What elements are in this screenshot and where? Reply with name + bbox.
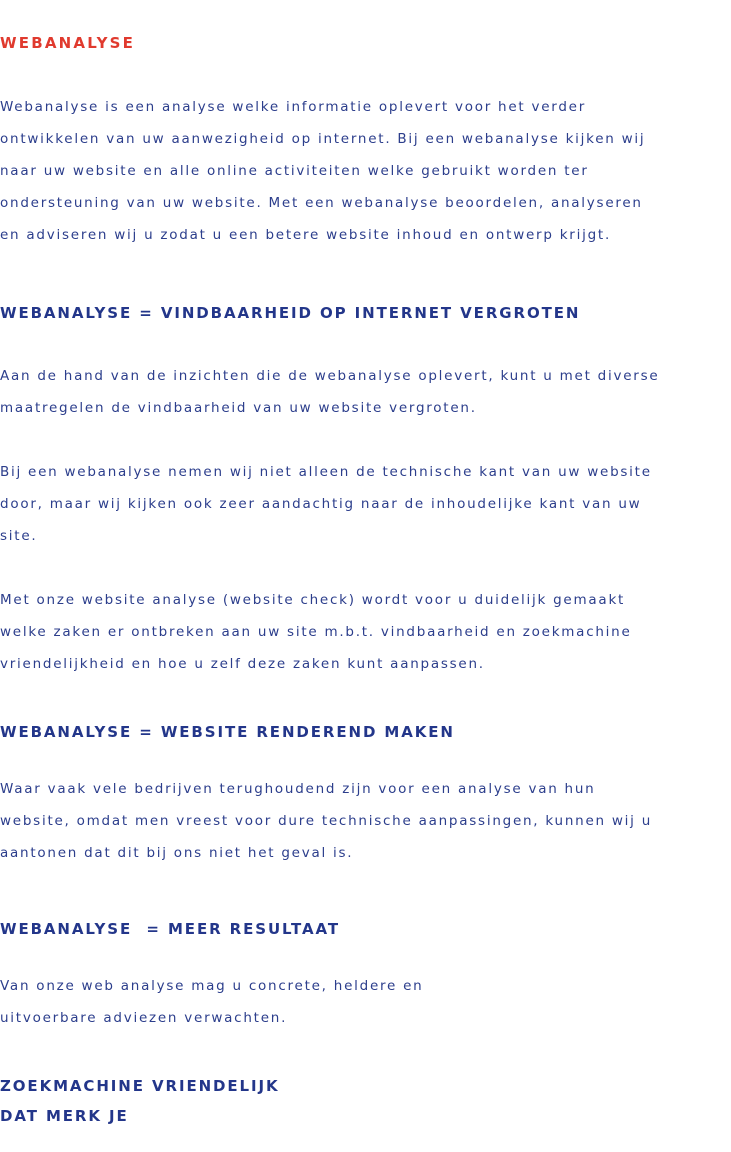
paragraph-line: welke zaken er ontbreken aan uw site m.b.t. vindbaarheid en zoekmachine [0,624,632,640]
intro-line: en adviseren wij u zodat u een betere website inhoud en ontwerp krijgt. [0,227,611,243]
paragraph-line: Van onze web analyse mag u concrete, heldere en [0,978,424,994]
section-heading-vindbaarheid: WEBANALYSE = VINDBAARHEID OP INTERNET VERGROTEN [0,304,581,322]
intro-line: Webanalyse is een analyse welke informatie oplevert voor het verder [0,99,587,115]
vindbaarheid-paragraph-1 [0,360,659,424]
section-heading-renderend: WEBANALYSE = WEBSITE RENDEREND MAKEN [0,723,455,741]
paragraph-line: aantonen dat dit bij ons niet het geval is. [0,845,354,861]
page-title: WEBANALYSE [0,34,136,52]
renderend-paragraph [0,773,652,869]
intro-line: naar uw website en alle online activiteiten welke gebruikt worden ter [0,163,589,179]
paragraph-line: uitvoerbare adviezen verwachten. [0,1010,288,1026]
paragraph-line: site. [0,528,38,544]
resultaat-paragraph [0,970,423,1034]
paragraph-line: vriendelijkheid en hoe u zelf deze zaken kunt aanpassen. [0,656,485,672]
intro-line: ondersteuning van uw website. Met een webanalyse beoordelen, analyseren [0,195,643,211]
closing-heading-line-2: DAT MERK JE [0,1107,129,1125]
paragraph-line: door, maar wij kijken ook zeer aandachtig naar de inhoudelijke kant van uw [0,496,642,512]
paragraph-line: Waar vaak vele bedrijven terughoudend zijn voor een analyse van hun [0,781,596,797]
paragraph-line: Bij een webanalyse nemen wij niet alleen de technische kant van uw website [0,464,652,480]
vindbaarheid-paragraph-3 [0,584,632,680]
intro-paragraph [0,91,645,251]
closing-heading-line-1: ZOEKMACHINE VRIENDELIJK [0,1077,280,1095]
paragraph-line: website, omdat men vreest voor dure technische aanpassingen, kunnen wij u [0,813,653,829]
vindbaarheid-paragraph-2 [0,456,652,552]
paragraph-line: Aan de hand van de inzichten die de webanalyse oplevert, kunt u met diverse [0,368,660,384]
paragraph-line: Met onze website analyse (website check) wordt voor u duidelijk gemaakt [0,592,626,608]
section-heading-resultaat: WEBANALYSE = MEER RESULTAAT [0,920,340,938]
paragraph-line: maatregelen de vindbaarheid van uw website vergroten. [0,400,477,416]
intro-line: ontwikkelen van uw aanwezigheid op internet. Bij een webanalyse kijken wij [0,131,646,147]
